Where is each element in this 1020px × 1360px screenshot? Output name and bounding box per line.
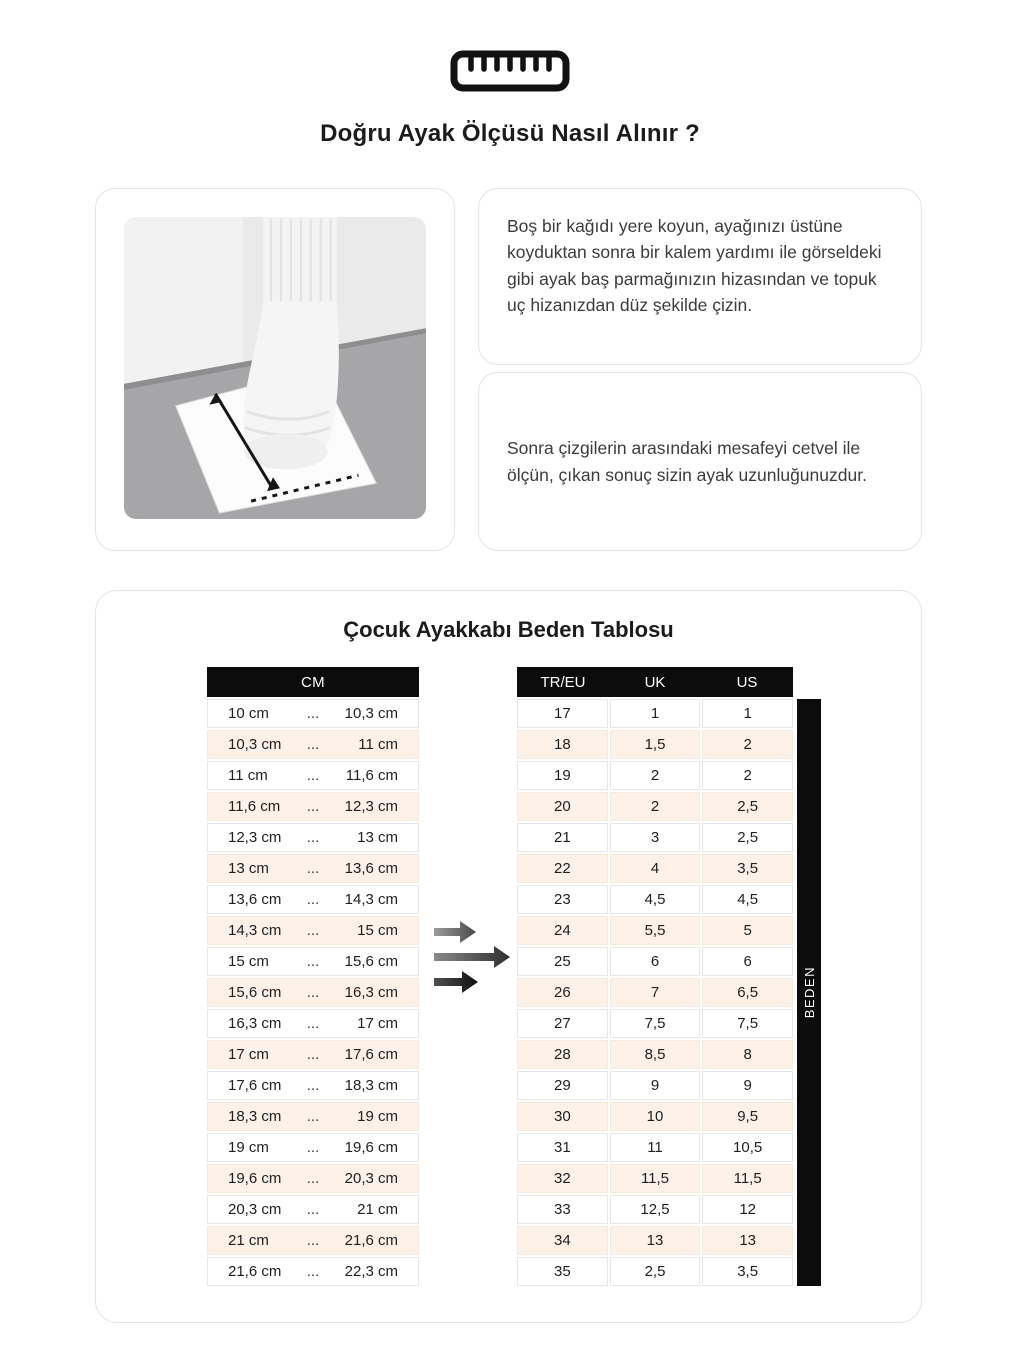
size-chart-card xyxy=(95,590,922,1323)
range-dots: ... xyxy=(306,1139,320,1156)
instruction-step-2: Sonra çizgilerin arasındaki mesafeyi cetvel ile ölçün, çıkan sonuç sizin ayak uzunluğunuzdur. xyxy=(507,438,867,485)
cm-to: 15,6 cm xyxy=(344,953,398,970)
size-cell: 9 xyxy=(610,1071,701,1100)
size-cell: 3,5 xyxy=(702,854,793,883)
size-row xyxy=(517,1164,793,1193)
cm-from: 21 cm xyxy=(228,1232,269,1249)
cm-to: 17 cm xyxy=(357,1015,398,1032)
cm-from: 19,6 cm xyxy=(228,1170,282,1187)
size-cell: 4,5 xyxy=(610,885,701,914)
size-row xyxy=(517,947,793,976)
size-cell: 20 xyxy=(517,792,608,821)
size-cell: 18 xyxy=(517,730,608,759)
size-cell: 9 xyxy=(702,1071,793,1100)
cm-to: 14,3 cm xyxy=(344,891,398,908)
cm-to: 22,3 cm xyxy=(344,1263,398,1280)
range-dots: ... xyxy=(306,1015,320,1032)
size-cell: 5 xyxy=(702,916,793,945)
cm-to: 20,3 cm xyxy=(344,1170,398,1187)
cm-from: 16,3 cm xyxy=(228,1015,282,1032)
cm-range-row xyxy=(207,761,419,790)
size-cell: 3 xyxy=(610,823,701,852)
size-cell: 26 xyxy=(517,978,608,1007)
cm-range-row xyxy=(207,792,419,821)
size-cell: 12 xyxy=(702,1195,793,1224)
cm-range-row xyxy=(207,1257,419,1286)
range-dots: ... xyxy=(306,1108,320,1125)
size-cell: 21 xyxy=(517,823,608,852)
cm-to: 19 cm xyxy=(357,1108,398,1125)
size-cell: 9,5 xyxy=(702,1102,793,1131)
size-cell: 22 xyxy=(517,854,608,883)
size-cell: 24 xyxy=(517,916,608,945)
size-cell: 19 xyxy=(517,761,608,790)
size-cell: 34 xyxy=(517,1226,608,1255)
size-cell: 7 xyxy=(610,978,701,1007)
cm-from: 13 cm xyxy=(228,860,269,877)
size-row xyxy=(517,1009,793,1038)
arrows-right-icon xyxy=(432,921,518,998)
size-cell: 30 xyxy=(517,1102,608,1131)
size-row xyxy=(517,730,793,759)
size-cell: 11,5 xyxy=(610,1164,701,1193)
cm-range-row xyxy=(207,978,419,1007)
size-cell: 2 xyxy=(702,730,793,759)
cm-to: 21 cm xyxy=(357,1201,398,1218)
instruction-step-1: Boş bir kağıdı yere koyun, ayağınızı üstüne koyduktan sonra bir kalem yardımı ile görseldeki gibi ayak baş parmağınızın hizasından ve topuk uç hizanızdan düz şekilde çizin. xyxy=(507,216,882,315)
range-dots: ... xyxy=(306,860,320,877)
cm-from: 15,6 cm xyxy=(228,984,282,1001)
size-cell: 6 xyxy=(702,947,793,976)
range-dots: ... xyxy=(306,953,320,970)
size-cell: 13 xyxy=(702,1226,793,1255)
cm-from: 21,6 cm xyxy=(228,1263,282,1280)
shoe-size-table xyxy=(517,667,793,1288)
cm-range-row xyxy=(207,1133,419,1162)
measurement-photo-card xyxy=(95,188,455,551)
size-cell: 23 xyxy=(517,885,608,914)
cm-to: 21,6 cm xyxy=(344,1232,398,1249)
size-cell: 29 xyxy=(517,1071,608,1100)
size-row xyxy=(517,1133,793,1162)
foot-measurement-photo xyxy=(124,217,426,519)
cm-to: 13,6 cm xyxy=(344,860,398,877)
cm-range-row xyxy=(207,1040,419,1069)
size-table-body xyxy=(517,699,793,1286)
size-cell: 1 xyxy=(702,699,793,728)
beden-side-bar xyxy=(797,699,821,1286)
size-row xyxy=(517,978,793,1007)
header-us: US xyxy=(736,673,758,691)
cm-range-row xyxy=(207,854,419,883)
cm-to: 17,6 cm xyxy=(344,1046,398,1063)
cm-to: 15 cm xyxy=(357,922,398,939)
range-dots: ... xyxy=(306,736,320,753)
cm-from: 17 cm xyxy=(228,1046,269,1063)
size-row xyxy=(517,854,793,883)
size-cell: 13 xyxy=(610,1226,701,1255)
size-cell: 31 xyxy=(517,1133,608,1162)
size-row xyxy=(517,1226,793,1255)
range-dots: ... xyxy=(306,984,320,1001)
header-tr-eu: TR/EU xyxy=(540,673,586,691)
range-dots: ... xyxy=(306,798,320,815)
page-title: Doğru Ayak Ölçüsü Nasıl Alınır ? xyxy=(320,120,700,147)
size-cell: 28 xyxy=(517,1040,608,1069)
size-row xyxy=(517,1102,793,1131)
cm-to: 12,3 cm xyxy=(344,798,398,815)
size-table-header xyxy=(517,667,793,697)
size-cell: 6 xyxy=(610,947,701,976)
cm-range-row xyxy=(207,730,419,759)
size-cell: 11 xyxy=(610,1133,701,1162)
cm-range-row xyxy=(207,885,419,914)
cm-range-row xyxy=(207,1164,419,1193)
cm-to: 13 cm xyxy=(357,829,398,846)
cm-from: 10 cm xyxy=(228,705,269,722)
size-cell: 17 xyxy=(517,699,608,728)
size-cell: 8,5 xyxy=(610,1040,701,1069)
cm-to: 11,6 cm xyxy=(345,767,398,784)
size-cell: 2,5 xyxy=(702,792,793,821)
size-row xyxy=(517,1257,793,1286)
size-cell: 10,5 xyxy=(702,1133,793,1162)
cm-range-row xyxy=(207,1226,419,1255)
cm-from: 11,6 cm xyxy=(228,798,281,815)
size-cell: 1,5 xyxy=(610,730,701,759)
size-cell: 10 xyxy=(610,1102,701,1131)
size-cell: 2 xyxy=(702,761,793,790)
range-dots: ... xyxy=(306,1170,320,1187)
size-cell: 7,5 xyxy=(702,1009,793,1038)
cm-range-row xyxy=(207,947,419,976)
cm-table-header: CM xyxy=(207,667,419,697)
size-row xyxy=(517,1040,793,1069)
size-row xyxy=(517,1071,793,1100)
cm-from: 12,3 cm xyxy=(228,829,282,846)
cm-from: 19 cm xyxy=(228,1139,269,1156)
size-cell: 11,5 xyxy=(702,1164,793,1193)
cm-from: 13,6 cm xyxy=(228,891,282,908)
cm-range-row xyxy=(207,1195,419,1224)
cm-range-row xyxy=(207,1102,419,1131)
instruction-card-1 xyxy=(478,188,922,365)
cm-to: 10,3 cm xyxy=(344,705,398,722)
cm-to: 11 cm xyxy=(358,736,398,753)
size-cell: 25 xyxy=(517,947,608,976)
range-dots: ... xyxy=(306,1232,320,1249)
range-dots: ... xyxy=(306,705,320,722)
size-chart-title: Çocuk Ayakkabı Beden Tablosu xyxy=(343,617,674,642)
range-dots: ... xyxy=(306,1201,320,1218)
cm-from: 11 cm xyxy=(228,767,268,784)
size-cell: 5,5 xyxy=(610,916,701,945)
instruction-card-2 xyxy=(478,372,922,551)
cm-range-row xyxy=(207,916,419,945)
size-cell: 3,5 xyxy=(702,1257,793,1286)
size-row xyxy=(517,823,793,852)
cm-range-row xyxy=(207,823,419,852)
size-cell: 35 xyxy=(517,1257,608,1286)
cm-table-body xyxy=(207,699,419,1286)
size-cell: 12,5 xyxy=(610,1195,701,1224)
cm-range-table xyxy=(207,667,419,1288)
cm-from: 10,3 cm xyxy=(228,736,282,753)
size-cell: 27 xyxy=(517,1009,608,1038)
ruler-icon xyxy=(450,50,570,97)
size-row xyxy=(517,1195,793,1224)
range-dots: ... xyxy=(306,1263,320,1280)
size-cell: 2,5 xyxy=(610,1257,701,1286)
size-cell: 7,5 xyxy=(610,1009,701,1038)
size-cell: 2 xyxy=(610,761,701,790)
size-cell: 1 xyxy=(610,699,701,728)
size-row xyxy=(517,699,793,728)
cm-from: 17,6 cm xyxy=(228,1077,282,1094)
cm-from: 15 cm xyxy=(228,953,269,970)
cm-to: 18,3 cm xyxy=(344,1077,398,1094)
range-dots: ... xyxy=(306,1046,320,1063)
beden-label: BEDEN xyxy=(801,966,817,1019)
size-row xyxy=(517,792,793,821)
cm-from: 20,3 cm xyxy=(228,1201,282,1218)
size-row xyxy=(517,885,793,914)
cm-from: 18,3 cm xyxy=(228,1108,282,1125)
cm-range-row xyxy=(207,1071,419,1100)
size-cell: 32 xyxy=(517,1164,608,1193)
range-dots: ... xyxy=(306,891,320,908)
size-row xyxy=(517,761,793,790)
range-dots: ... xyxy=(306,829,320,846)
cm-range-row xyxy=(207,1009,419,1038)
size-cell: 6,5 xyxy=(702,978,793,1007)
cm-range-row xyxy=(207,699,419,728)
cm-to: 16,3 cm xyxy=(344,984,398,1001)
size-cell: 2 xyxy=(610,792,701,821)
cm-from: 14,3 cm xyxy=(228,922,282,939)
size-cell: 2,5 xyxy=(702,823,793,852)
range-dots: ... xyxy=(306,1077,320,1094)
range-dots: ... xyxy=(306,767,320,784)
cm-to: 19,6 cm xyxy=(344,1139,398,1156)
size-cell: 8 xyxy=(702,1040,793,1069)
header-uk: UK xyxy=(644,673,666,691)
size-cell: 4,5 xyxy=(702,885,793,914)
size-cell: 4 xyxy=(610,854,701,883)
size-row xyxy=(517,916,793,945)
size-cell: 33 xyxy=(517,1195,608,1224)
range-dots: ... xyxy=(306,922,320,939)
